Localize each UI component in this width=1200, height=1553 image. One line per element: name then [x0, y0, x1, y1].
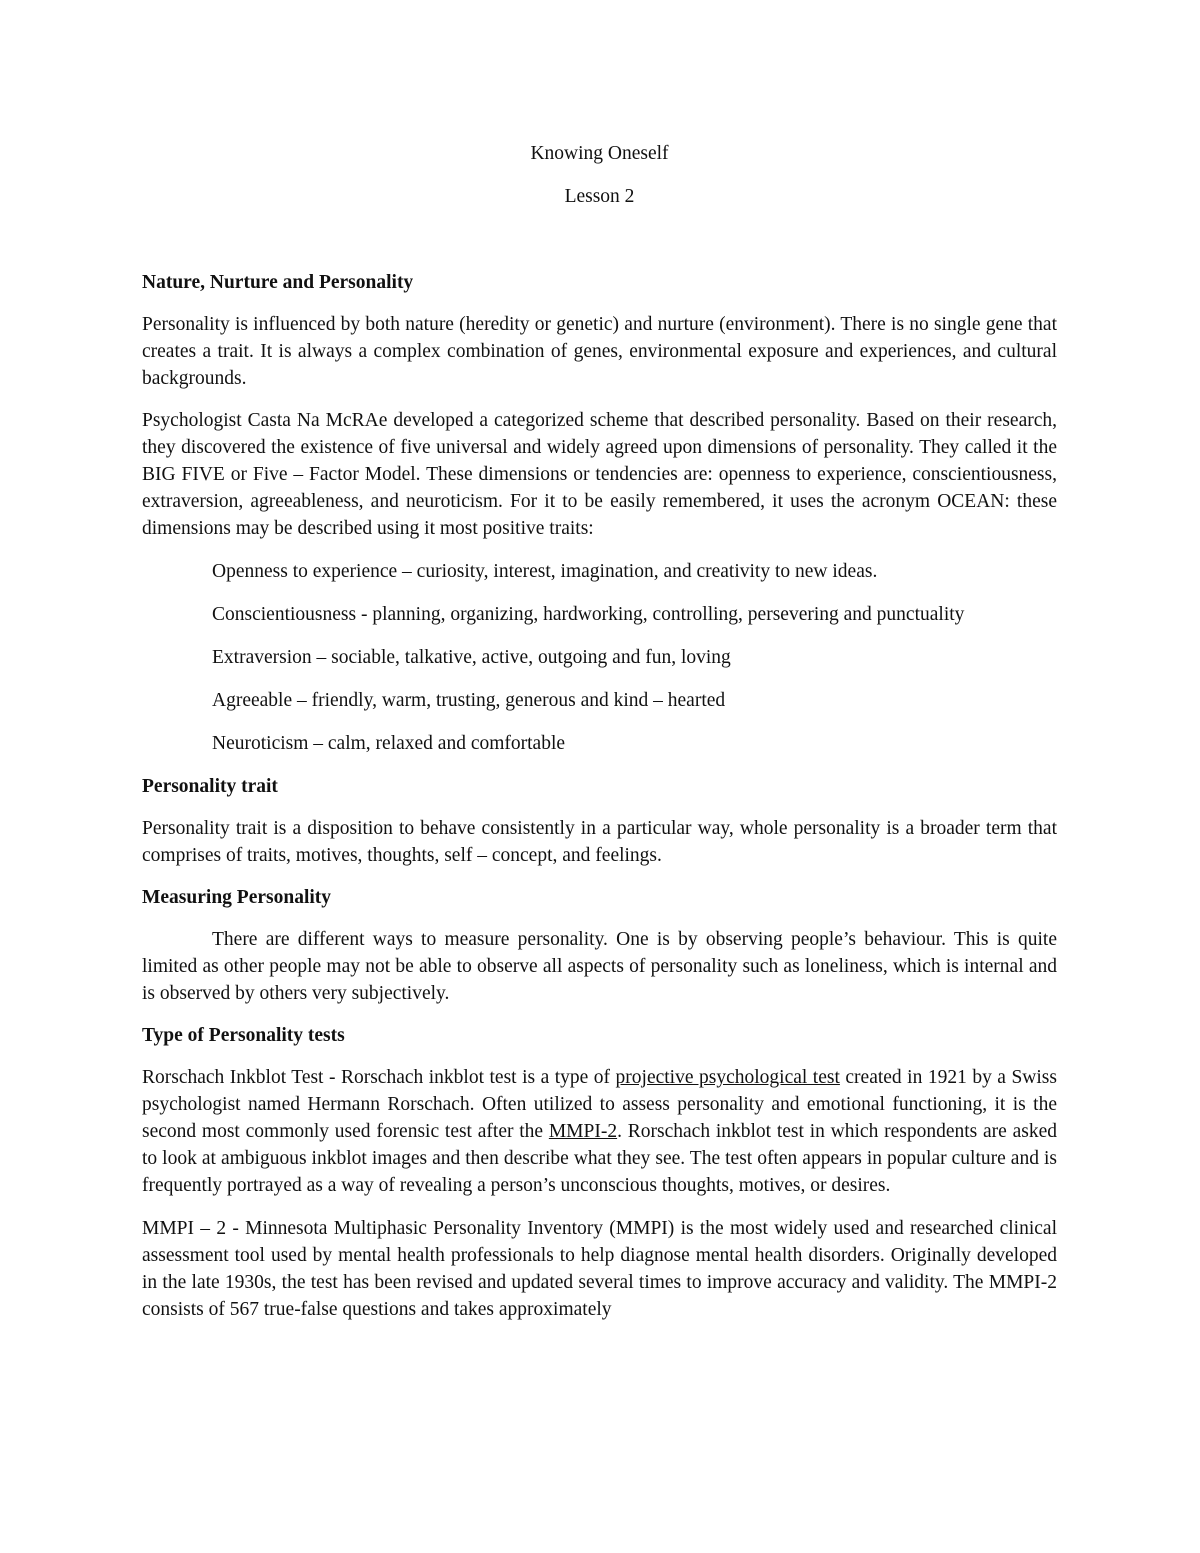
- paragraph-personality-trait: Personality trait is a disposition to behave consistently in a particular way, whole personality is a broader term that comprises of traits, motives, thoughts, self – concept, and feelings.: [142, 818, 1057, 866]
- list-item-openness: Openness to experience – curiosity, interest, imagination, and creativity to new ideas.: [212, 561, 878, 582]
- rorschach-text-3: . Rorschach inkblot test in which respondents are asked to look at ambiguous inkblot images and then describe what they see. The test often appears in popular culture and is frequently portrayed as a way of revealing a person’s unconscious thoughts, motives, or desires.: [142, 1121, 1057, 1196]
- paragraph-big-five: Psychologist Casta Na McRAe developed a categorized scheme that described personality. Based on their research, they discovered the existence of five universal and widely agreed upon dimensions of personality. They called it the BIG FIVE or Five – Factor Model. These dimensions or tendencies are: openness to experience, conscientiousness, extraversion, agreeableness, and neuroticism. For it to be easily remembered, it uses the acronym OCEAN: these dimensions may be described using it most positive traits:: [142, 410, 1057, 539]
- rorschach-text-1: Rorschach Inkblot Test - Rorschach inkblot test is a type of: [142, 1067, 616, 1088]
- list-item-neuroticism: Neuroticism – calm, relaxed and comfortable: [212, 733, 566, 754]
- heading-personality-trait: Personality trait: [142, 776, 278, 797]
- document-title: Knowing Oneself: [530, 143, 669, 164]
- list-item-extraversion: Extraversion – sociable, talkative, active, outgoing and fun, loving: [212, 647, 731, 668]
- rorschach-text-2: created in 1921 by a Swiss psychologist named Hermann Rorschach. Often utilized to assess personality and emotional functioning, it is the second most commonly used forensic test after the: [142, 1067, 1057, 1142]
- paragraph-rorschach: [142, 1064, 1057, 1199]
- mmpi2-link[interactable]: MMPI-2: [548, 1121, 618, 1142]
- document-body: [142, 140, 1057, 1323]
- list-item-agreeable: Agreeable – friendly, warm, trusting, generous and kind – hearted: [212, 690, 726, 711]
- heading-nature-nurture: Nature, Nurture and Personality: [142, 272, 414, 293]
- list-item-conscientiousness: Conscientiousness - planning, organizing, hardworking, controlling, persevering and punctuality: [212, 604, 965, 625]
- heading-measuring-personality: Measuring Personality: [142, 887, 332, 908]
- paragraph-nature-intro: Personality is influenced by both nature (heredity or genetic) and nurture (environment). There is no single gene that creates a trait. It is always a complex combination of genes, environmental exposure and experiences, and cultural backgrounds.: [142, 314, 1057, 389]
- heading-personality-tests: Type of Personality tests: [142, 1025, 345, 1046]
- ocean-trait-list: [142, 558, 1057, 757]
- lesson-label: Lesson 2: [564, 186, 635, 207]
- projective-test-link[interactable]: projective psychological test: [615, 1067, 840, 1088]
- paragraph-measuring-personality: There are different ways to measure personality. One is by observing people’s behaviour. This is quite limited as other people may not be able to observe all aspects of personality such as loneliness, which is internal and is observed by others very subjectively.: [142, 929, 1057, 1004]
- paragraph-mmpi: MMPI – 2 - Minnesota Multiphasic Personality Inventory (MMPI) is the most widely used and researched clinical assessment tool used by mental health professionals to help diagnose mental health disorders. Originally developed in the late 1930s, the test has been revised and updated several times to improve accuracy and validity. The MMPI-2 consists of 567 true-false questions and takes approximately: [142, 1218, 1057, 1320]
